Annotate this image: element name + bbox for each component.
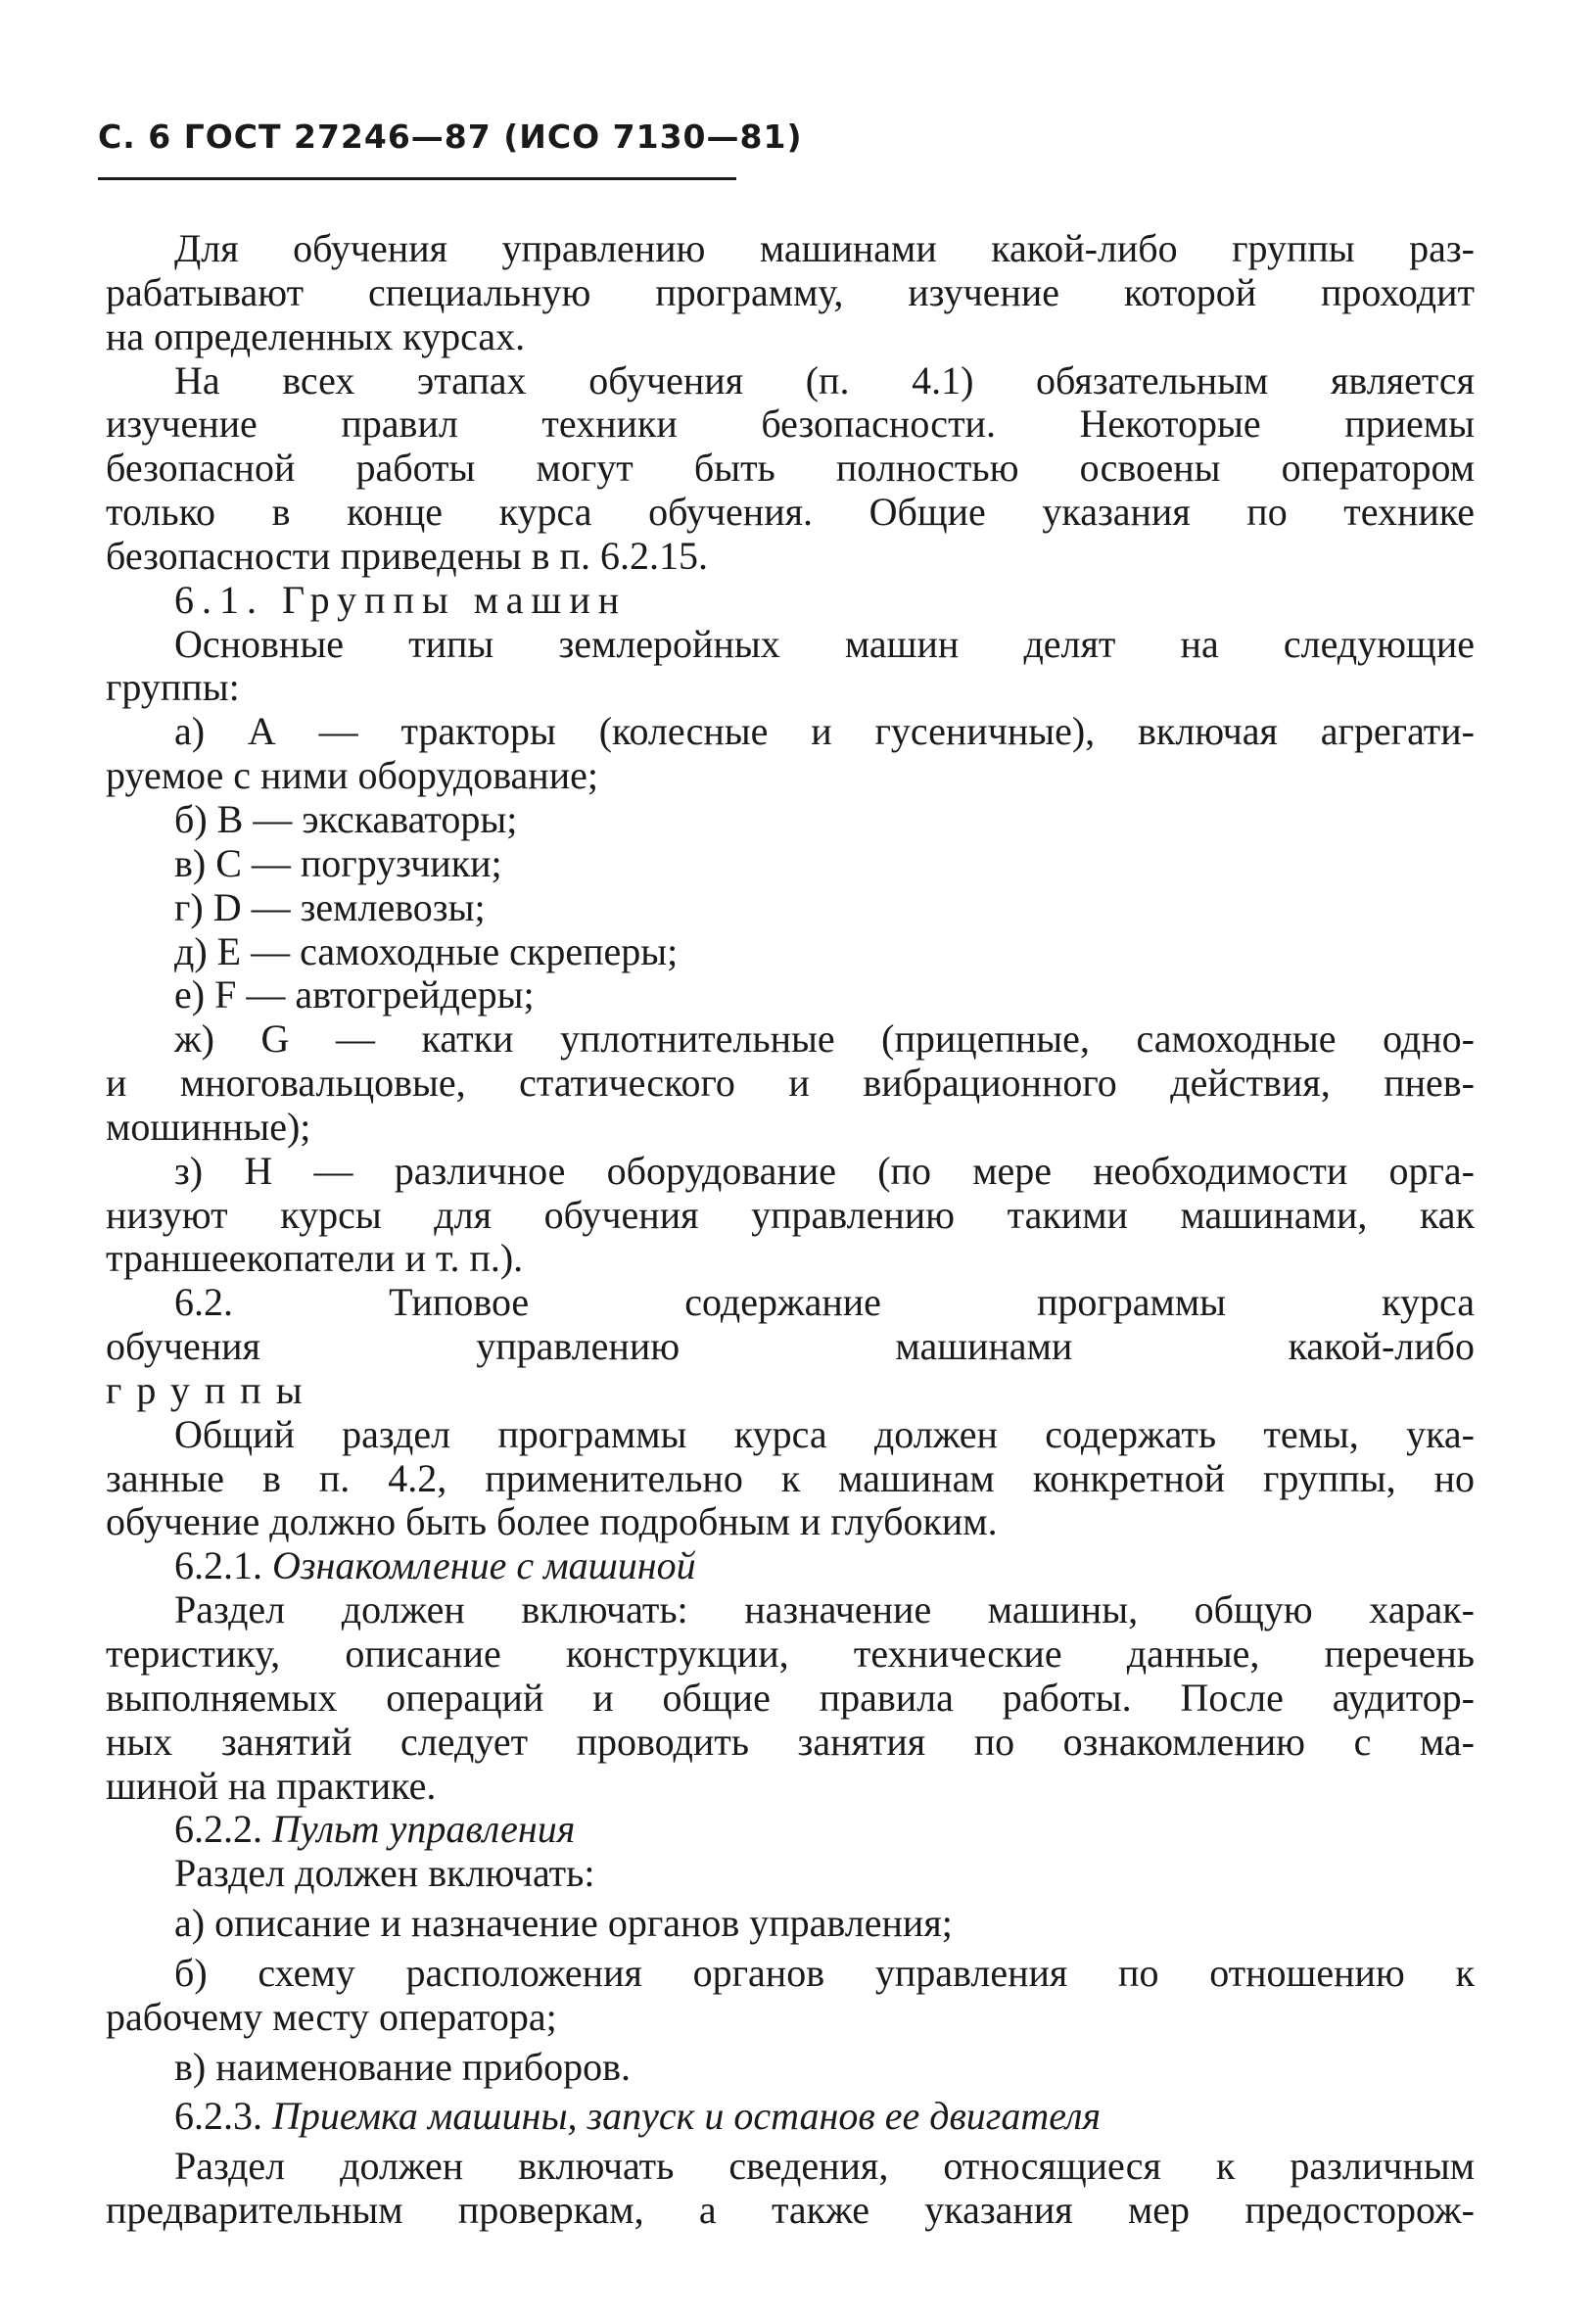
paragraph-6-2-3 (106, 2145, 1475, 2233)
list-item-e: е) F — автогрейдеры; (174, 972, 535, 1017)
header-rule (98, 177, 736, 180)
list-item-6-2-2-b (106, 1952, 1475, 2040)
paragraph-intro-2 (106, 359, 1475, 579)
text-line: Для обучения управлению машинами какой-либо группы раз- (174, 226, 1475, 270)
section-title: Ознакомление с машиной (272, 1543, 696, 1588)
section-6-2-title (106, 1281, 1475, 1413)
section-6-2-2-heading (106, 1808, 1475, 1852)
text-line: теристику, описание конструкции, технические данные, перечень (106, 1631, 1475, 1676)
text-line: на определенных курсах. (106, 313, 526, 358)
text-line: низуют курсы для обучения управлению такими машинами, как (106, 1192, 1475, 1237)
section-number: 6.2.3. (174, 2094, 262, 2139)
text-line: обучения управлению машинами какой-либо (106, 1324, 1475, 1369)
list-item-b: б) В — экскаваторы; (174, 796, 518, 841)
text-line: ных занятий следует проводить занятия по ознакомлению с ма- (106, 1719, 1475, 1764)
section-6-2-3-heading (106, 2095, 1475, 2139)
paragraph-6-2 (106, 1413, 1475, 1545)
list-item-6-2-2-a: а) описание и назначение органов управления; (174, 1901, 953, 1946)
list-item-6-2-2-v: в) наименование приборов. (174, 2044, 631, 2089)
paragraph-intro-1 (106, 227, 1475, 359)
page-header: С. 6 ГОСТ 27246—87 (ИСО 7130—81) (98, 118, 803, 156)
paragraph-6-2-2: Раздел должен включать: (174, 1851, 595, 1896)
text-line: траншеекопатели и т. п.). (106, 1236, 524, 1281)
text-line: а) А — тракторы (колесные и гусеничные), включая агрегати- (174, 709, 1475, 754)
text-line: 6.2. Типовое содержание программы курса (174, 1280, 1475, 1325)
text-line: мошинные); (106, 1104, 311, 1149)
text-line: занные в п. 4.2, применительно к машинам конкретной группы, но (106, 1455, 1475, 1500)
section-title: Приемка машины, запуск и останов ее двигателя (272, 2094, 1102, 2139)
text-line: безопасности приведены в п. 6.2.15. (106, 533, 708, 578)
text-line: только в конце курса обучения. Общие указания по технике (106, 490, 1475, 535)
section-number: 6.2.2. (174, 1807, 262, 1852)
text-line: предварительным проверкам, а также указания мер предосторож- (106, 2188, 1475, 2233)
document-body (106, 227, 1475, 2233)
text-line: Основные типы землеройных машин делят на следующие (174, 621, 1475, 666)
text-line: группы: (106, 665, 240, 710)
section-6-2-1-heading (106, 1544, 1475, 1588)
section-6-1-title: 6.1. Группы машин (174, 577, 628, 622)
text-line: шиной на практике. (106, 1763, 437, 1808)
section-title: Пульт управления (272, 1807, 576, 1852)
section-number: 6.2.1. (174, 1543, 262, 1588)
text-line: Раздел должен включать сведения, относящиеся к различным (174, 2144, 1475, 2189)
list-item-a (106, 710, 1475, 798)
list-item-zh (106, 1017, 1475, 1150)
list-item-z (106, 1150, 1475, 1282)
text-line: рабатывают специальную программу, изучение которой проходит (106, 269, 1475, 314)
text-line: ж) G — катки уплотнительные (прицепные, самоходные одно- (174, 1017, 1475, 1062)
paragraph-6-1 (106, 623, 1475, 711)
text-line: руемое с ними оборудование; (106, 753, 598, 798)
text-line: Общий раздел программы курса должен содержать темы, ука- (174, 1411, 1475, 1456)
text-line: Раздел должен включать: назначение машины, общую харак- (174, 1587, 1475, 1632)
text-line: б) схему расположения органов управления по отношению к (174, 1950, 1475, 1995)
text-line: з) Н — различное оборудование (по мере необходимости орга- (174, 1148, 1475, 1193)
list-item-d: д) Е — самоходные скреперы; (174, 928, 679, 973)
list-item-v: в) С — погрузчики; (174, 840, 502, 885)
text-line: изучение правил техники безопасности. Некоторые приемы (106, 402, 1475, 447)
text-line: обучение должно быть более подробным и глубоким. (106, 1499, 998, 1544)
text-line: выполняемых операций и общие правила работы. После аудитор- (106, 1675, 1475, 1720)
text-line: На всех этапах обучения (п. 4.1) обязательным является (174, 357, 1475, 402)
text-line: и многовальцовые, статического и вибрационного действия, пнев- (106, 1061, 1475, 1106)
text-line: группы (106, 1367, 317, 1412)
list-item-g: г) D — землевозы; (174, 884, 486, 929)
paragraph-6-2-1 (106, 1588, 1475, 1808)
text-line: безопасной работы могут быть полностью освоены оператором (106, 446, 1475, 491)
text-line: рабочему месту оператора; (106, 1994, 557, 2039)
